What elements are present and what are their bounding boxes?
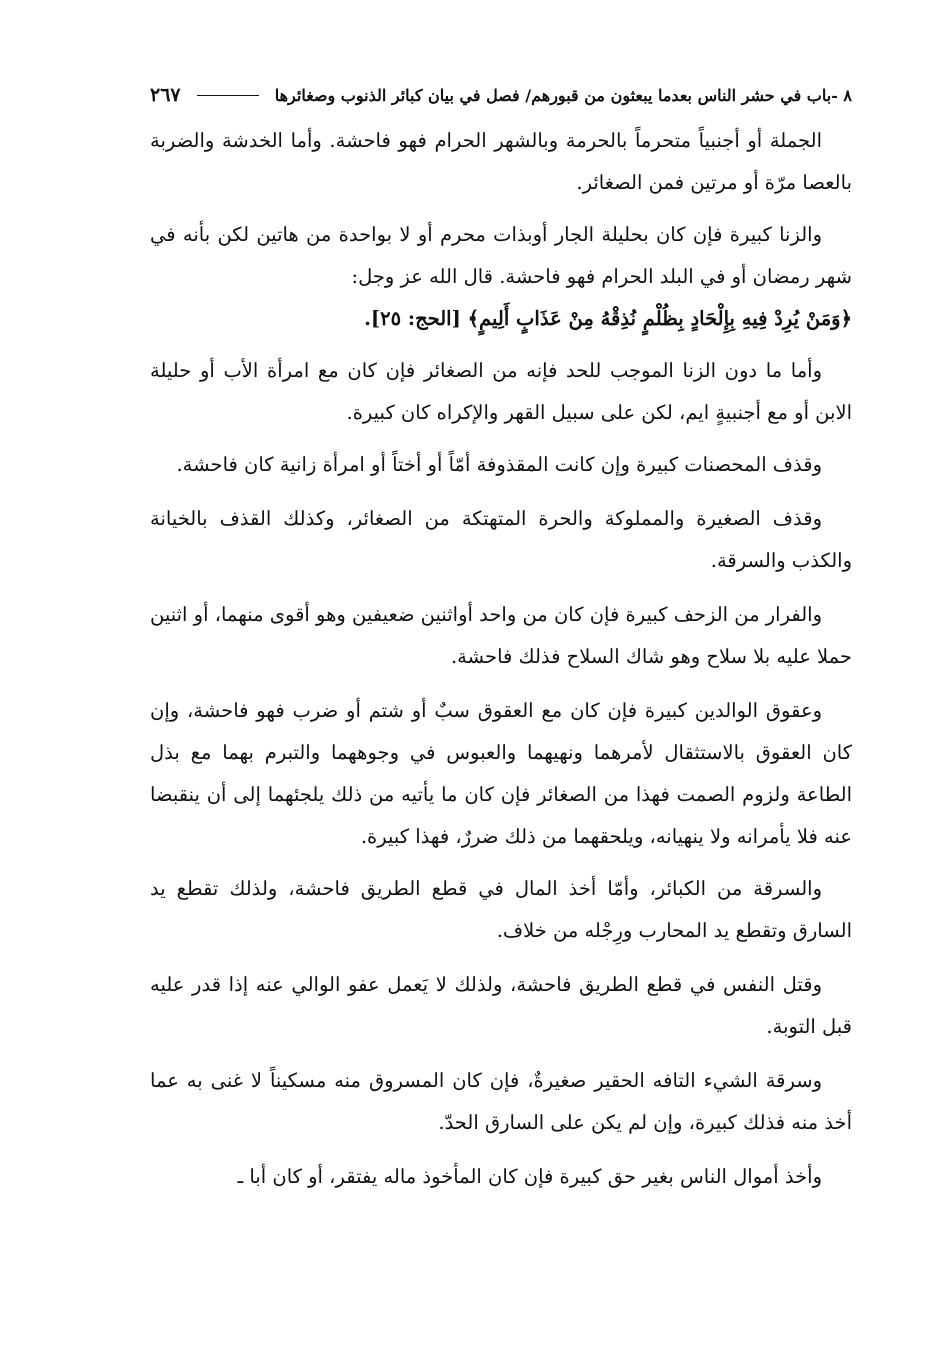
paragraph: والفرار من الزحف كبيرة فإن كان من واحد أواثنين ضعيفين وهو أقوى منهما، أو اثنين حملا عليه بلا سلاح وهو شاك السلاح فذلك فاحشة. [150,603,852,668]
paragraph: وقتل النفس في قطع الطريق فاحشة، ولذلك لا يَعمل عفو الوالي عنه إذا قدر عليه قبل التوبة. [150,973,852,1038]
paragraph: وعقوق الوالدين كبيرة فإن كان مع العقوق سبٌ أو شتم أو ضرب فهو فاحشة، وإن كان العقوق بالاستثقال لأمرهما ونهيهما والعبوس في وجوههما والتبرم بهما مع بذل الطاعة ولزوم الصمت فهذا من الصغائر فإن كان ما يأتيه من ذلك يلجئهما إلى أن ينقبضا عنه فلا يأمرانه ولا ينهيانه، ويلحقهما من ذلك ضررٌ، فهذا كبيرة. [150,699,852,848]
book-page [150,78,852,1210]
verse-text: ﴿وَمَنْ يُرِدْ فِيهِ بِإِلْحَادٍ بِظُلْمٍ نُذِقْهُ مِنْ عَذَابٍ أَلِيمٍ﴾ [467,307,852,330]
paragraph: الجملة أو أجنبياً متحرماً بالحرمة وبالشهر الحرام فهو فاحشة. وأما الخدشة والضربة بالعصا مرّة أو مرتين فمن الصغائر. [150,129,852,194]
paragraph: وسرقة الشيء التافه الحقير صغيرةٌ، فإن كان المسروق منه مسكيناً لا غنى به عما أخذ منه فذلك كبيرة، وإن لم يكن على السارق الحدّ. [150,1069,852,1134]
header-rule [197,95,259,96]
page-number: ٢٦٧ [150,84,181,106]
paragraph: والزنا كبيرة فإن كان بحليلة الجار أوبذات محرم أو لا بواحدة من هاتين لكن بأنه في شهر رمضان أو في البلد الحرام فهو فاحشة. قال الله عز وجل: [150,223,852,288]
paragraph: وأما ما دون الزنا الموجب للحد فإنه من الصغائر فإن كان مع امرأة الأب أو حليلة الابن أو مع أجنبيةٍ ايم، لكن على سبيل القهر والإكراه كان كبيرة. [150,359,852,424]
running-header [150,78,852,112]
chapter-title: ٨ -باب في حشر الناس بعدما يبعثون من قبورهم/ فصل في بيان كبائر الذنوب وصغائرها [274,85,852,105]
verse-reference: [الحج: ٢٥]. [364,307,461,330]
paragraph: وأخذ أموال الناس بغير حق كبيرة فإن كان المأخوذ ماله يفتقر، أو كان أبا ـ [237,1165,822,1188]
paragraph: وقذف الصغيرة والمملوكة والحرة المتهتكة من الصغائر، وكذلك القذف بالخيانة والكذب والسرقة. [150,507,852,572]
paragraph: والسرقة من الكبائر، وأمّا أخذ المال في قطع الطريق فاحشة، ولذلك تقطع يد السارق وتقطع يد المحارب ورِجْله من خلاف. [150,877,852,942]
paragraph: وقذف المحصنات كبيرة وإن كانت المقذوفة أمّاً أو أختاً أو امرأة زانية كان فاحشة. [176,453,822,476]
quran-verse [150,298,852,340]
